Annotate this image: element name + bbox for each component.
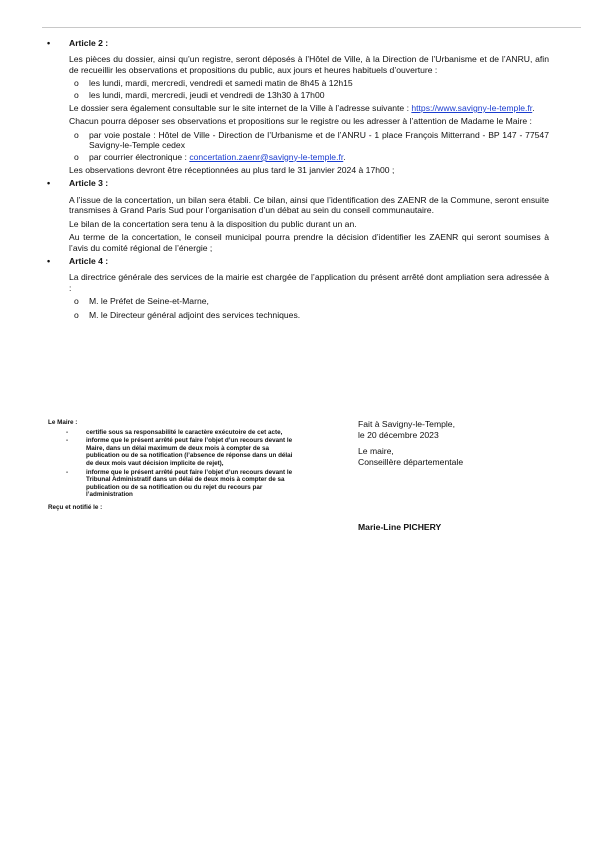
list-marker-icon: o	[74, 89, 79, 100]
article-2-paragraph-1: Les pièces du dossier, ainsi qu’un registre, seront déposés à l’Hôtel de Ville, à la Direction de l’Urbanisme et de l’ANRU, afin de recueillir les observations et propositions du public, aux jours et heures habituels d’ouverture :	[69, 54, 549, 75]
list-item-text: les lundi, mardi, mercredi, vendredi et samedi matin de 8h45 à 12h15	[89, 78, 353, 89]
article-2-heading	[47, 38, 549, 48]
dash-marker: -	[66, 468, 69, 476]
list-marker-icon: o	[74, 309, 79, 320]
dash-marker: -	[66, 428, 69, 436]
bullet-icon: •	[47, 178, 51, 189]
legal-notice-item	[48, 429, 298, 437]
list-item	[69, 78, 549, 88]
list-item	[69, 152, 549, 162]
article-3-title: Article 3 :	[69, 178, 109, 189]
signature-place: Fait à Savigny-le-Temple,	[358, 419, 455, 429]
bullet-icon: •	[47, 38, 51, 48]
signer-role-2: Conseillère départementale	[358, 456, 464, 467]
list-item-text: par voie postale : Hôtel de Ville - Direction de l’Urbanisme et de l’ANRU - 1 place François Mitterrand - BP 147 - 77547 Savigny-le-Temple cedex	[89, 129, 549, 151]
received-notified-label: Reçu et notifié le :	[48, 503, 103, 511]
article-2-paragraph-3: Chacun pourra déposer ses observations et propositions sur le registre ou les adresser à l’attention de Madame le Maire :	[69, 116, 532, 127]
article-4	[44, 256, 549, 320]
list-item-text: les lundi, mardi, mercredi, jeudi et vendredi de 13h30 à 17h00	[89, 89, 325, 100]
article-2-title: Article 2 :	[69, 38, 109, 48]
article-3-paragraph-1: A l’issue de la concertation, un bilan sera établi. Ce bilan, ainsi que l’identification des ZAENR de la Commune, seront ensuite transmises à Grand Paris Sud pour l’organisation d’un débat au sein du conseil communautaire.	[69, 194, 549, 216]
legal-notice-text: informe que le présent arrêté peut faire l’objet d’un recours devant le Maire, dans un délai maximum de deux mois à compter de sa publication ou de sa notification (l’absence de réponse dans un délai de deux mois vaut décision implicite de rejet),	[86, 437, 293, 467]
legal-notice-item	[48, 469, 298, 499]
list-item	[69, 296, 549, 306]
email-link-end: .	[343, 151, 346, 162]
list-item-text: M. le Préfet de Seine-et-Marne,	[89, 296, 209, 307]
signature-place-date	[358, 419, 558, 473]
signer-role-1: Le maire,	[358, 446, 394, 457]
website-link-end: .	[532, 103, 535, 114]
list-marker-icon: o	[74, 151, 79, 162]
article-2-paragraph-2	[69, 103, 549, 113]
legal-notice-text: informe que le présent arrêté peut faire l’objet d’un recours devant le Tribunal Administratif dans un délai de deux mois à compter de sa publication ou de sa notification ou du rejet du recours par l’administration	[86, 468, 293, 499]
document-body	[44, 38, 549, 323]
list-marker-icon: o	[74, 296, 79, 307]
article-3-heading	[47, 178, 549, 189]
article-2-paragraph-4: Les observations devront être réceptionnées au plus tard le 31 janvier 2024 à 17h00 ;	[69, 165, 395, 176]
dash-marker: -	[66, 437, 69, 445]
email-link[interactable]: concertation.zaenr@savigny-le-temple.fr	[189, 151, 344, 162]
email-intro-text: par courrier électronique :	[89, 151, 187, 162]
signature-date: le 20 décembre 2023	[358, 429, 439, 440]
article-3-paragraph-3: Au terme de la concertation, le conseil municipal pourra prendre la décision d’identifier les ZAENR qui seront soumises à l’avis du comité régional de l’énergie ;	[69, 232, 549, 253]
article-3	[44, 178, 549, 252]
list-item	[69, 310, 549, 320]
article-4-heading	[47, 255, 549, 266]
article-2	[44, 38, 549, 175]
legal-notice-block	[48, 419, 298, 512]
signer-name: Marie-Line PICHERY	[358, 522, 442, 532]
website-link[interactable]: https://www.savigny-le-temple.fr	[411, 103, 533, 114]
bullet-icon: •	[47, 255, 51, 266]
top-divider	[42, 27, 581, 28]
list-marker-icon: o	[74, 78, 79, 89]
list-item	[69, 90, 549, 100]
legal-notice-item	[48, 437, 298, 467]
list-marker-icon: o	[74, 129, 79, 140]
article-3-paragraph-2: Le bilan de la concertation sera tenu à la disposition du public durant un an.	[69, 218, 357, 229]
list-item	[69, 130, 549, 151]
website-intro-text: Le dossier sera également consultable sur le site internet de la Ville à l’adresse suivante :	[69, 103, 409, 114]
legal-notice-text: certifie sous sa responsabilité le caractère exécutoire de cet acte,	[86, 428, 283, 436]
mayor-label: Le Maire :	[48, 419, 78, 426]
article-4-title: Article 4 :	[69, 255, 109, 266]
article-4-paragraph-1: La directrice générale des services de la mairie est chargée de l’application du présent arrêté dont ampliation sera adressée à :	[69, 272, 549, 293]
list-item-text: M. le Directeur général adjoint des services techniques.	[89, 309, 301, 320]
